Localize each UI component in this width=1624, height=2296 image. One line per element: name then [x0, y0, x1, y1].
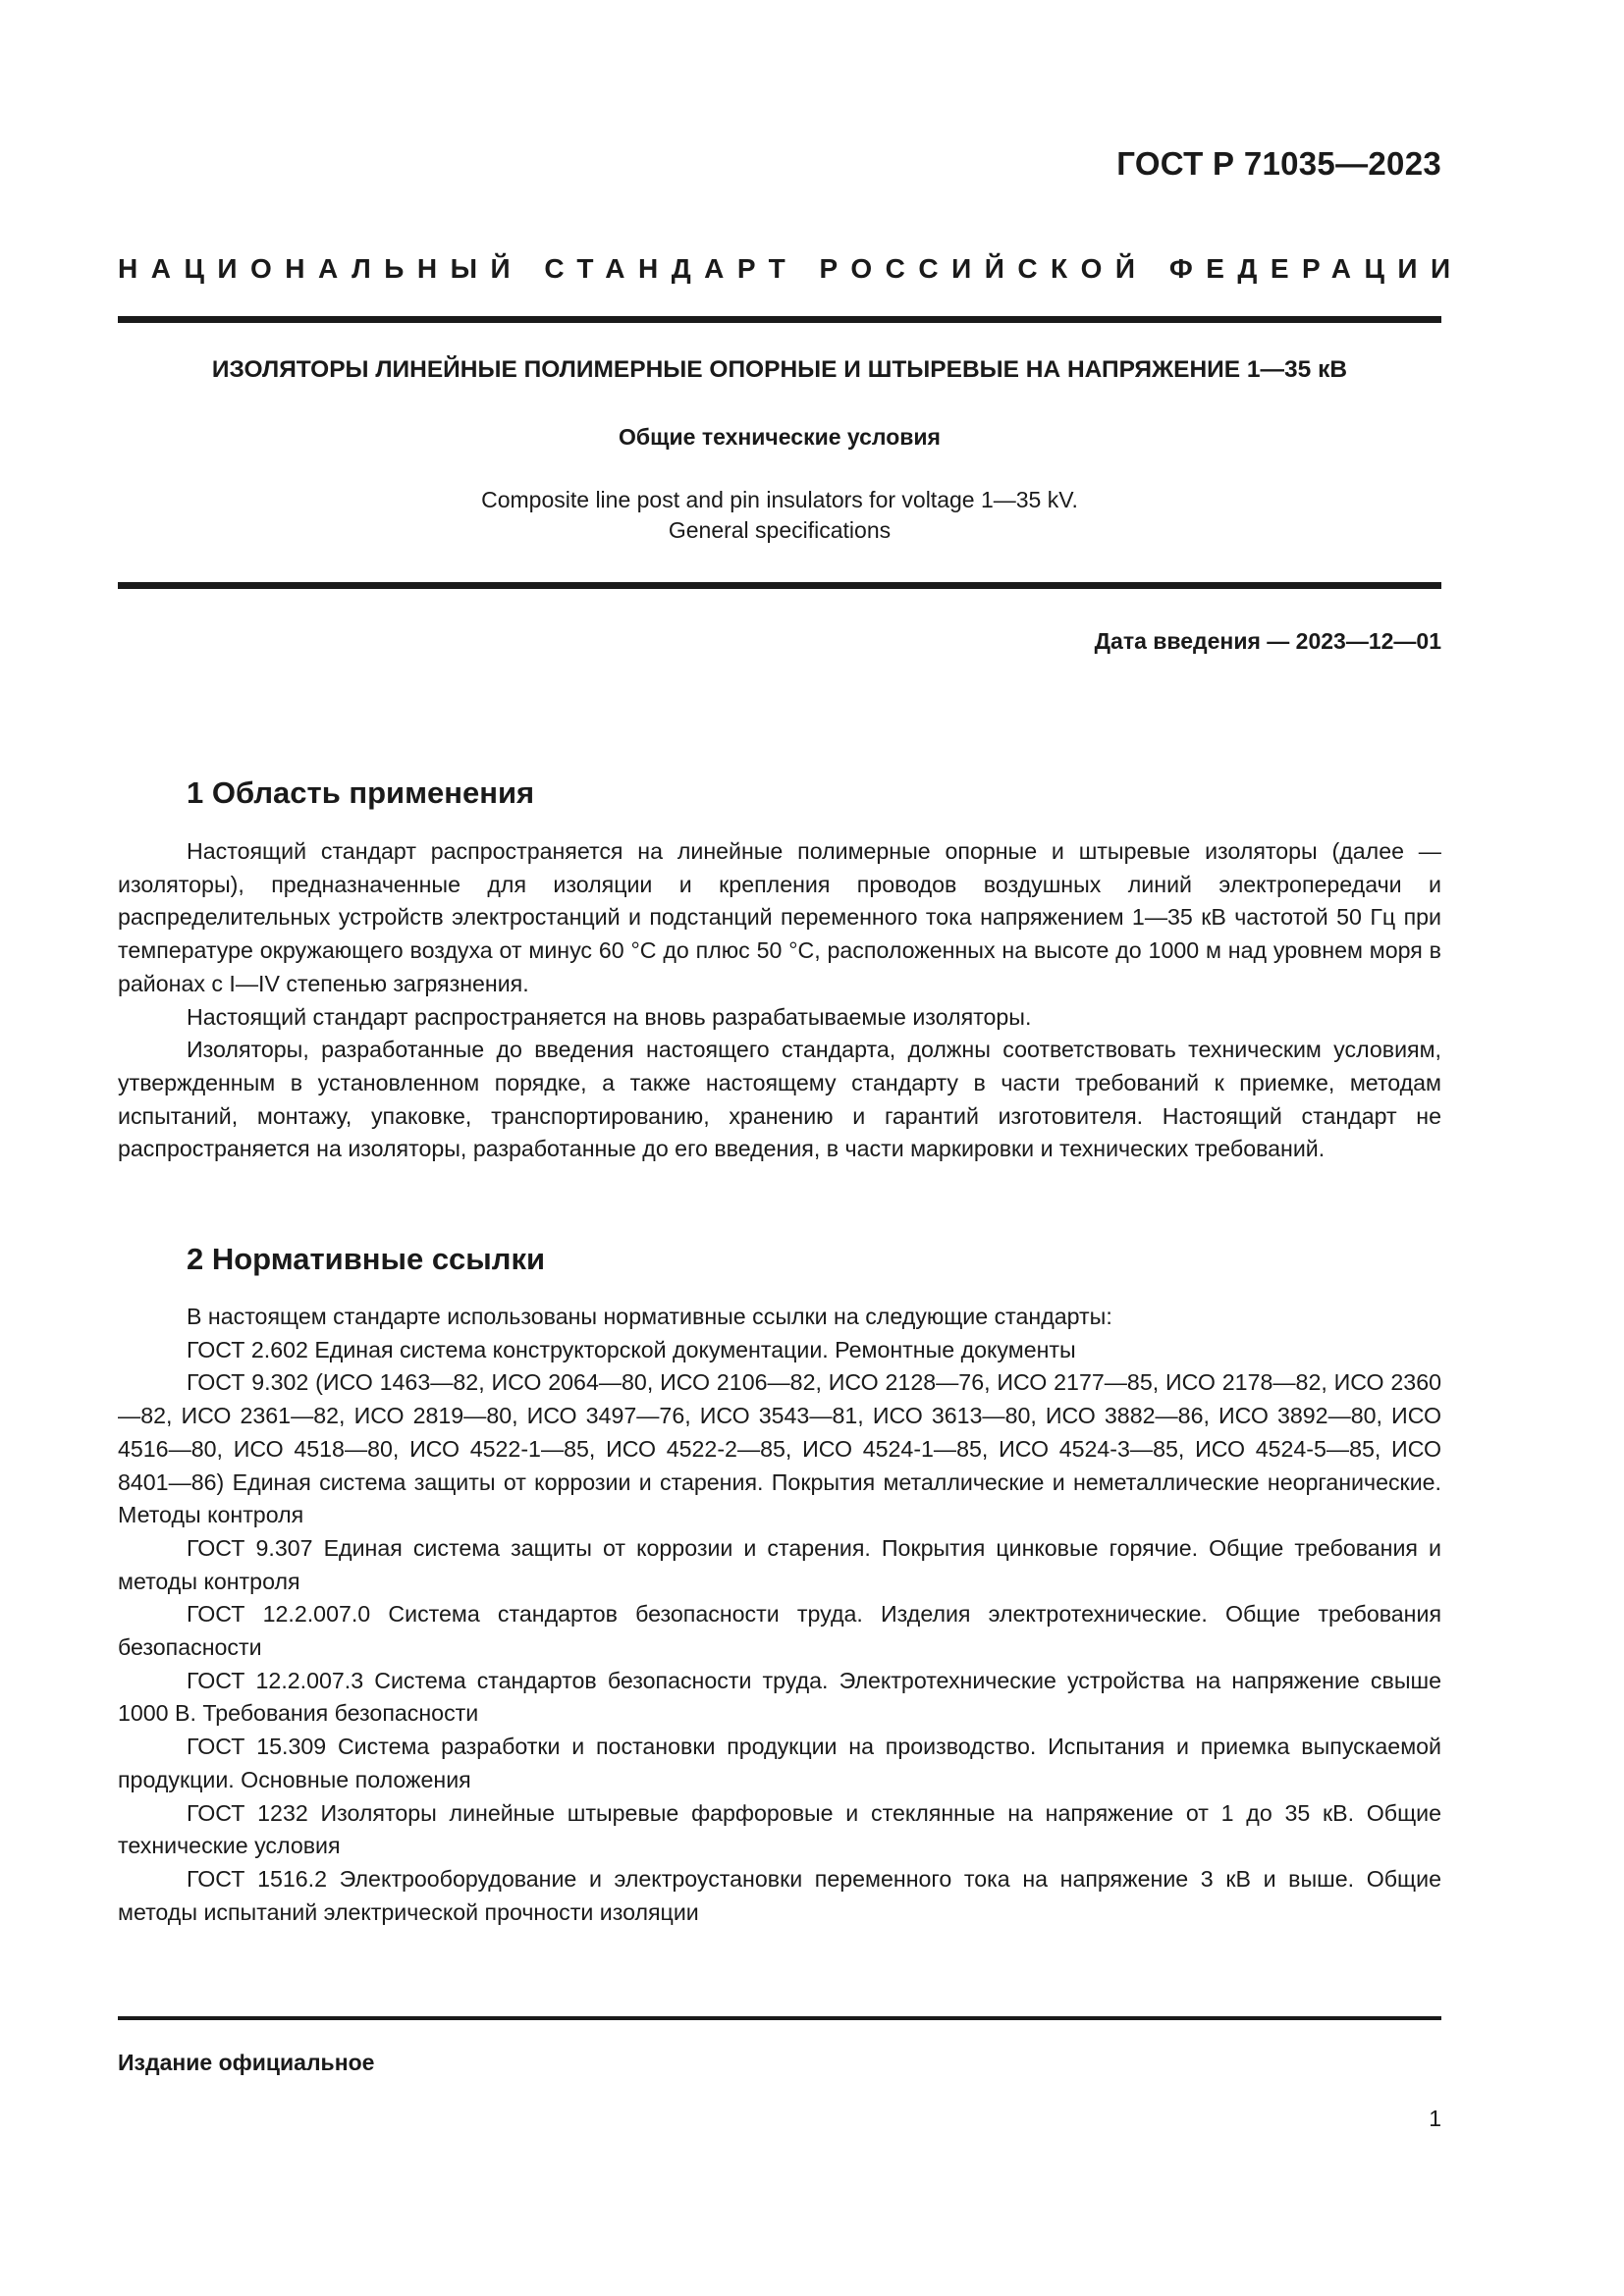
- section-heading-scope: 1 Область применения: [187, 775, 535, 810]
- section-heading-normative-references: 2 Нормативные ссылки: [187, 1242, 546, 1276]
- document-number: ГОСТ Р 71035—2023: [1116, 145, 1441, 182]
- reference-item: ГОСТ 1232 Изоляторы линейные штыревые фарфоровые и стеклянные на напряжение от 1 до 35 кВ. Общие технические условия: [118, 1799, 1441, 1859]
- top-divider: [118, 316, 1441, 323]
- english-title-line-1: Composite line post and pin insulators for voltage 1—35 kV.: [481, 487, 1078, 512]
- reference-item: ГОСТ 15.309 Система разработки и постановки продукции на производство. Испытания и приемка выпускаемой продукции. Основные положения: [118, 1734, 1441, 1792]
- paragraph: Настоящий стандарт распространяется на вновь разрабатываемые изоляторы.: [187, 1003, 1032, 1030]
- introduction-date: Дата введения — 2023—12—01: [1094, 628, 1441, 654]
- reference-item: ГОСТ 1516.2 Электрооборудование и электроустановки переменного тока на напряжение 3 кВ и выше. Общие методы испытаний электрической прочности изоляции: [118, 1865, 1441, 1925]
- document-page: [118, 0, 1464, 2296]
- paragraph: Настоящий стандарт распространяется на линейные полимерные опорные и штыревые изоляторы (далее — изоляторы), предназначенные для изоляции и крепления проводов воздушных линий электропередачи и распределительных устройств электростанций и подстанций переменного тока напряжением 1—35 кВ частотой 50 Гц при температуре окружающего воздуха от минус 60 °С до плюс 50 °С, расположенных на высоте до 1000 м над уровнем моря в районах с I—IV степенью загрязнения.: [118, 838, 1441, 996]
- official-edition-label: Издание официальное: [118, 2050, 375, 2075]
- reference-item: ГОСТ 2.602 Единая система конструкторской документации. Ремонтные документы: [187, 1336, 1076, 1362]
- reference-item: ГОСТ 12.2.007.3 Система стандартов безопасности труда. Электротехнические устройства на напряжение свыше 1000 В. Требования безопасности: [118, 1667, 1441, 1727]
- document-subtitle: Общие технические условия: [619, 424, 941, 450]
- english-title-line-2: General specifications: [668, 517, 892, 543]
- paragraph: Изоляторы, разработанные до введения настоящего стандарта, должны соответствовать техническим условиям, утвержденным в установленном порядке, а также настоящему стандарту в части требований к приемке, методам испытаний, монтажу, упаковке, транспортированию, хранению и гарантий изготовителя. Настоящий стандарт не распространяется на изоляторы, разработанные до его введения, в части маркировки и технических требований.: [118, 1037, 1441, 1162]
- national-standard-banner: НАЦИОНАЛЬНЫЙ СТАНДАРТ РОССИЙСКОЙ ФЕДЕРАЦИИ: [118, 253, 1464, 284]
- document-title: ИЗОЛЯТОРЫ ЛИНЕЙНЫЕ ПОЛИМЕРНЫЕ ОПОРНЫЕ И ШТЫРЕВЫЕ НА НАПРЯЖЕНИЕ 1—35 кВ: [211, 356, 1348, 383]
- section-body-scope: [118, 835, 1441, 1166]
- reference-item: ГОСТ 9.302 (ИСО 1463—82, ИСО 2064—80, ИСО 2106—82, ИСО 2128—76, ИСО 2177—85, ИСО 2178—82, ИСО 2360—82, ИСО 2361—82, ИСО 2819—80, ИСО 3497—76, ИСО 3543—81, ИСО 3613—80, ИСО 3882—86, ИСО 3892—80, ИСО 4516—80, ИСО 4518—80, ИСО 4522-1—85, ИСО 4522-2—85, ИСО 4524-1—85, ИСО 4524-3—85, ИСО 4524-5—85, ИСО 8401—86) Единая система защиты от коррозии и старения. Покрытия металлические и неметаллические неорганические. Методы контроля: [118, 1369, 1441, 1528]
- title-divider: [118, 582, 1441, 589]
- paragraph: В настоящем стандарте использованы нормативные ссылки на следующие стандарты:: [187, 1304, 1112, 1329]
- english-title: [118, 485, 1441, 546]
- reference-item: ГОСТ 9.307 Единая система защиты от коррозии и старения. Покрытия цинковые горячие. Общие требования и методы контроля: [118, 1534, 1441, 1594]
- footer-divider: [118, 2016, 1441, 2020]
- section-body-normative-references: [118, 1301, 1441, 1929]
- reference-item: ГОСТ 12.2.007.0 Система стандартов безопасности труда. Изделия электротехнические. Общие требования безопасности: [118, 1601, 1441, 1661]
- page-number: 1: [1429, 2106, 1441, 2131]
